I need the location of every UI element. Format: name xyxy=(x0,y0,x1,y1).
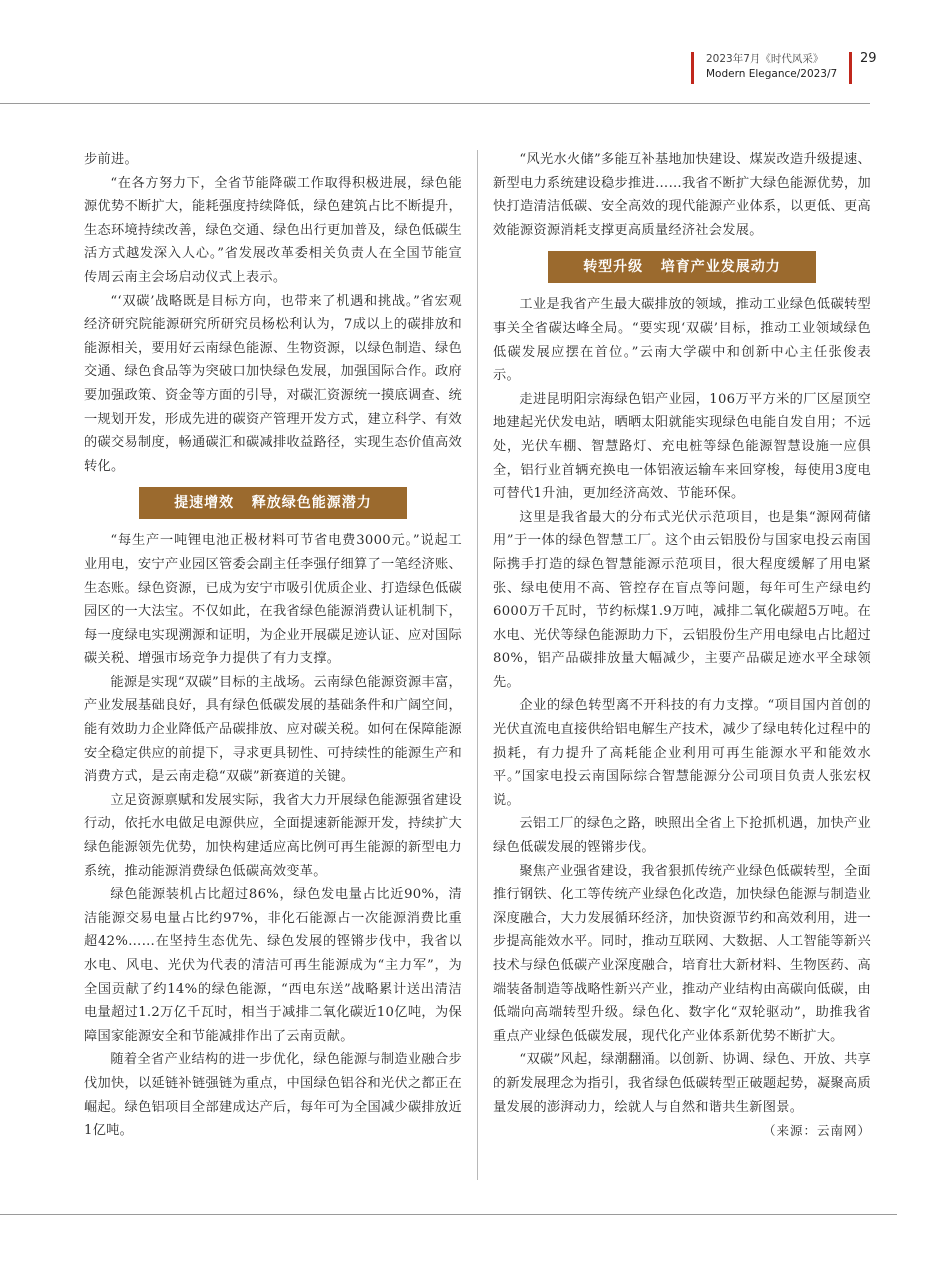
left-column xyxy=(84,148,462,1143)
paragraph: 这里是我省最大的分布式光伏示范项目，也是集“源网荷储用”于一体的绿色智慧工厂。这个由云铝股份与国家电投云南国际携手打造的绿色智慧能源示范项目，很大程度缓解了用电紧张、绿电使用不高、管控存在盲点等问题，每年可生产绿电约6000万千瓦时，节约标煤1.9万吨，减排二氧化碳超5万吨。在水电、光伏等绿色能源助力下，云铝股份生产用电绿电占比超过80%，铝产品碳排放量大幅减少，主要产品碳足迹水平全球领先。 xyxy=(493,509,871,690)
paragraph: 走进昆明阳宗海绿色铝产业园，106万平方米的厂区屋顶空地建起光伏发电站，晒晒太阳就能实现绿色电能自发自用；不远处，光伏车棚、智慧路灯、充电桩等绿色能源智慧设施一应俱全，铝行业首辆充换电一体铝液运输车来回穿梭，每使用3度电可替代1升油，更加经济高效、节能环保。 xyxy=(493,391,871,502)
issue-label-cn: 2023年7月《时代风采》 xyxy=(706,53,824,65)
page-number: 29 xyxy=(860,51,877,66)
right-column xyxy=(493,148,871,1143)
footer-rule xyxy=(0,1214,897,1215)
paragraph: “‘双碳’战略既是目标方向，也带来了机遇和挑战。”省宏观经济研究院能源研究所研究员杨松利认为，7成以上的碳排放和能源相关，要用好云南绿色能源、生物资源，以绿色制造、绿色交通、绿色食品等为突破口加快绿色发展，加强国际合作。政府要加强政策、资金等方面的引导，对碳汇资源统一摸底调查、统一规划开发，形成先进的碳资产管理开发方式，建立科学、有效的碳交易制度，畅通碳汇和碳减排收益路径，实现生态价值高效转化。 xyxy=(84,293,462,474)
paragraph: 立足资源禀赋和发展实际，我省大力开展绿色能源强省建设行动，依托水电做足电源供应，全面提速新能源开发，持续扩大绿色能源领先优势，加快构建适应高比例可再生能源的新型电力系统，推动能源消费绿色低碳高效变革。 xyxy=(84,792,462,879)
paragraph: 企业的绿色转型离不开科技的有力支撑。“项目国内首创的光伏直流电直接供给铝电解生产技术，减少了绿电转化过程中的损耗，有力提升了高耗能企业利用可再生能源水平和能效水平。”国家电投云南国际综合智慧能源分公司项目负责人张宏权说。 xyxy=(493,698,871,808)
header-meta xyxy=(706,52,846,82)
paragraph: 随着全省产业结构的进一步优化，绿色能源与制造业融合步伐加快，以延链补链强链为重点，中国绿色铝谷和光伏之都正在崛起。绿色铝项目全部建成达产后，每年可为全国减少碳排放近1亿吨。 xyxy=(84,1052,462,1139)
paragraph: 步前进。 xyxy=(84,152,138,167)
paragraph: “风光水火储”多能互补基地加快建设、煤炭改造升级提速、新型电力系统建设稳步推进……我省不断扩大绿色能源优势，加快打造清洁低碳、安全高效的现代能源产业体系，以更低、更高效能源资源消耗支撑更高质量经济社会发展。 xyxy=(493,152,871,238)
paragraph: 云铝工厂的绿色之路，映照出全省上下抢抓机遇，加快产业绿色低碳发展的铿锵步伐。 xyxy=(493,816,871,856)
paragraph: 能源是实现“双碳”目标的主战场。云南绿色能源资源丰富，产业发展基础良好，具有绿色低碳发展的基础条件和广阔空间，能有效助力企业降低产品碳排放、应对碳关税。如何在保障能源安全稳定供应的前提下，寻求更具韧性、可持续性的能源生产和消费方式，是云南走稳“双碳”新赛道的关键。 xyxy=(84,674,462,785)
paragraph: “在各方努力下，全省节能降碳工作取得积极进展，绿色能源优势不断扩大，能耗强度持续降低，绿色建筑占比不断提升，生态环境持续改善，绿色交通、绿色出行更加普及，绿色低碳生活方式越发深入人心。”省发展改革委相关负责人在全国节能宣传周云南主会场启动仪式上表示。 xyxy=(84,175,462,285)
issue-label-en: Modern Elegance/2023/7 xyxy=(706,68,838,80)
header-accent-bar-left xyxy=(691,52,694,84)
header-rule xyxy=(0,103,870,104)
paragraph: 工业是我省产生最大碳排放的领域，推动工业绿色低碳转型事关全省碳达峰全局。“要实现‘双碳’目标，推动工业领域绿色低碳发展应摆在首位。”云南大学碳中和创新中心主任张俊表示。 xyxy=(493,297,871,384)
paragraph: “双碳”风起，绿潮翻涌。以创新、协调、绿色、开放、共享的新发展理念为指引，我省绿色低碳转型正破题起势，凝聚高质量发展的澎湃动力，绘就人与自然和谐共生新图景。 xyxy=(493,1052,871,1115)
paragraph: 绿色能源装机占比超过86%，绿色发电量占比近90%，清洁能源交易电量占比约97%，非化石能源占一次能源消费比重超42%……在坚持生态优先、绿色发展的铿锵步伐中，我省以水电、风电、光伏为代表的清洁可再生能源成为“主力军”，为全国贡献了约14%的绿色能源，“西电东送”战略累计送出清洁电量超过1.2万亿千瓦时，相当于减排二氧化碳近10亿吨，为保障国家能源安全和节能减排作出了云南贡献。 xyxy=(84,887,462,1044)
column-divider xyxy=(477,150,478,1180)
section-heading-energy: 提速增效 释放绿色能源潜力 xyxy=(139,487,407,519)
paragraph: “每生产一吨锂电池正极材料可节省电费3000元。”说起工业用电，安宁产业园区管委会副主任李强仔细算了一笔经济账、生态账。绿色资源，已成为安宁市吸引优质企业、打造绿色低碳园区的一大法宝。不仅如此，在我省绿色能源消费认证机制下，每一度绿电实现溯源和证明，为企业开展碳足迹认证、应对国际碳关税、增强市场竞争力提供了有力支撑。 xyxy=(84,533,462,667)
section-heading-industry: 转型升级 培育产业发展动力 xyxy=(548,251,816,283)
source-credit: （来源：云南网） xyxy=(762,1123,871,1139)
paragraph: 聚焦产业强省建设，我省狠抓传统产业绿色低碳转型，全面推行钢铁、化工等传统产业绿色化改造，加快绿色能源与制造业深度融合，大力发展循环经济，加快资源节约和高效利用，进一步提高能效水平。同时，推动互联网、大数据、人工智能等新兴技术与绿色低碳产业深度融合，培育壮大新材料、生物医药、高端装备制造等战略性新兴产业，推动产业结构由高碳向低碳，由低端向高端转型升级。绿色化、数字化“双轮驱动”，助推我省重点产业绿色低碳发展，现代化产业体系新优势不断扩大。 xyxy=(493,863,871,1044)
header-accent-bar-right xyxy=(849,52,852,84)
